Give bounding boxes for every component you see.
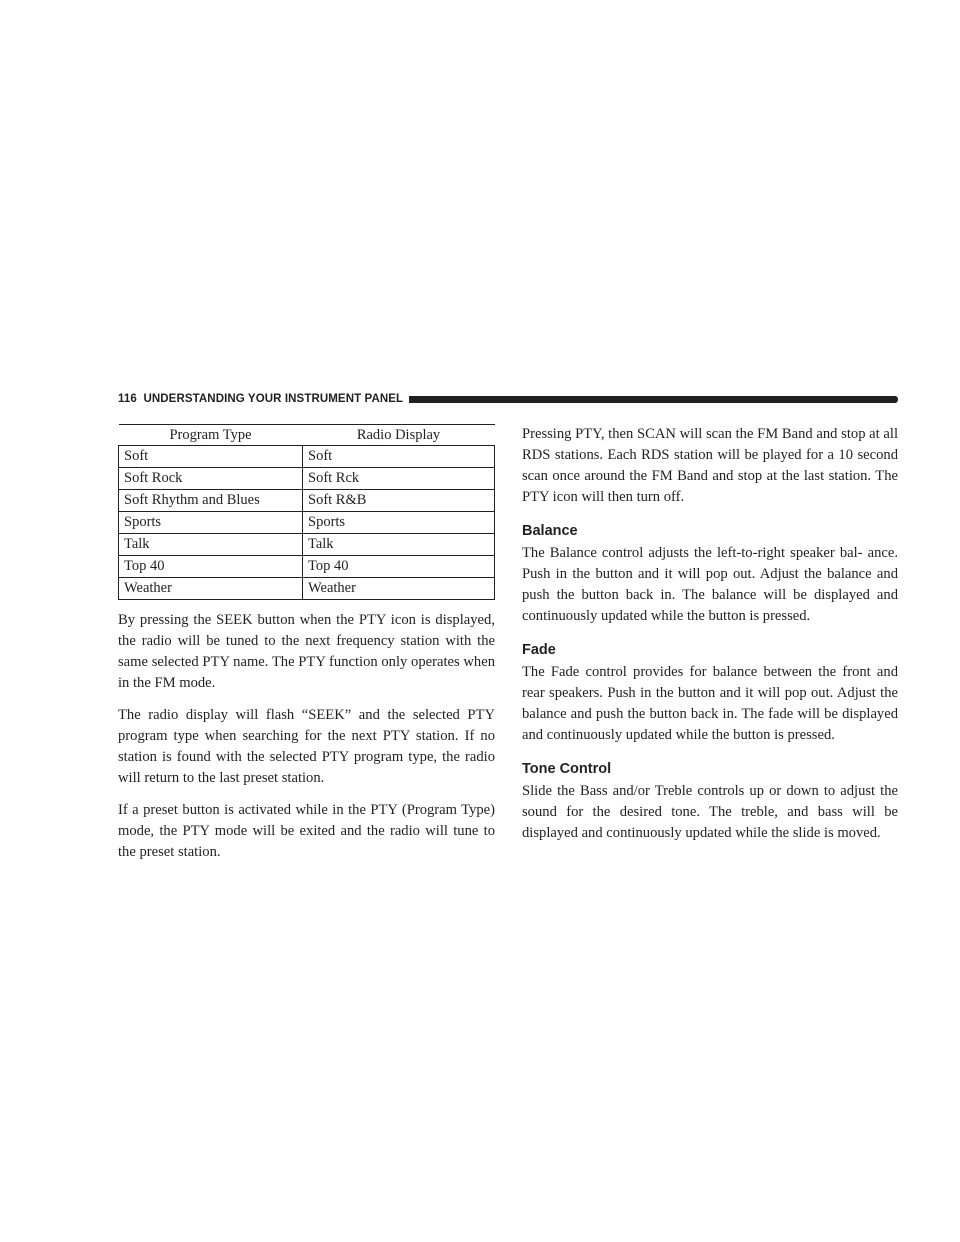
left-column bbox=[118, 424, 495, 863]
seek-flash-paragraph: The radio display will flash “SEEK” and the selected PTY program type when searching for the next PTY station. If no station is found with the selected PTY program type, the radio will return to the last preset station. bbox=[118, 707, 495, 786]
radio-display-cell: Soft R&B bbox=[303, 490, 495, 512]
balance-paragraph: The Balance control adjusts the left-to-right speaker bal- ance. Push in the button and it will pop out. Adjust the balance and push the button back in. The balance will be displayed and continuously updated while the button is pressed. bbox=[522, 545, 898, 624]
program-type-cell: Top 40 bbox=[119, 556, 303, 578]
tone-control-heading: Tone Control bbox=[522, 761, 612, 777]
radio-display-cell: Weather bbox=[303, 578, 495, 600]
page-header bbox=[118, 391, 898, 407]
seek-paragraph: By pressing the SEEK button when the PTY icon is displayed, the radio will be tuned to the next frequency station with the same selected PTY name. The PTY function only operates when in the FM mode. bbox=[118, 612, 495, 691]
page-header-text bbox=[118, 393, 403, 405]
program-type-cell: Soft bbox=[119, 446, 303, 468]
table-row bbox=[119, 534, 495, 556]
scan-paragraph: Pressing PTY, then SCAN will scan the FM Band and stop at all RDS stations. Each RDS station will be played for a 10 second scan once around the FM Band and stop at the last station. The PTY icon will then turn off. bbox=[522, 426, 898, 505]
radio-display-cell: Soft Rck bbox=[303, 468, 495, 490]
page-number: 116 bbox=[118, 393, 137, 405]
fade-paragraph: The Fade control provides for balance between the front and rear speakers. Push in the button and it will pop out. Adjust the balance and push the button back in. The fade will be displayed and continuously updated while the button is pressed. bbox=[522, 664, 898, 743]
pty-table bbox=[118, 424, 495, 600]
radio-display-cell: Top 40 bbox=[303, 556, 495, 578]
column-header-radio-display: Radio Display bbox=[303, 425, 495, 446]
table-row bbox=[119, 556, 495, 578]
table-row bbox=[119, 446, 495, 468]
radio-display-cell: Talk bbox=[303, 534, 495, 556]
table-row bbox=[119, 468, 495, 490]
program-type-cell: Soft Rhythm and Blues bbox=[119, 490, 303, 512]
program-type-cell: Talk bbox=[119, 534, 303, 556]
tone-control-paragraph: Slide the Bass and/or Treble controls up or down to adjust the sound for the desired tone. The treble, and bass will be displayed and continuously updated while the slide is moved. bbox=[522, 783, 898, 841]
column-header-program-type: Program Type bbox=[119, 425, 303, 446]
section-title: UNDERSTANDING YOUR INSTRUMENT PANEL bbox=[143, 393, 404, 405]
radio-display-cell: Soft bbox=[303, 446, 495, 468]
table-header-row bbox=[119, 425, 495, 446]
program-type-cell: Soft Rock bbox=[119, 468, 303, 490]
table-row bbox=[119, 578, 495, 600]
preset-paragraph: If a preset button is activated while in the PTY (Program Type) mode, the PTY mode will be exited and the radio will tune to the preset station. bbox=[118, 802, 495, 860]
right-column bbox=[522, 424, 898, 844]
table-row bbox=[119, 512, 495, 534]
balance-heading: Balance bbox=[522, 523, 578, 539]
table-row bbox=[119, 490, 495, 512]
program-type-cell: Sports bbox=[119, 512, 303, 534]
radio-display-cell: Sports bbox=[303, 512, 495, 534]
header-rule bbox=[409, 396, 898, 403]
program-type-cell: Weather bbox=[119, 578, 303, 600]
fade-heading: Fade bbox=[522, 642, 556, 658]
